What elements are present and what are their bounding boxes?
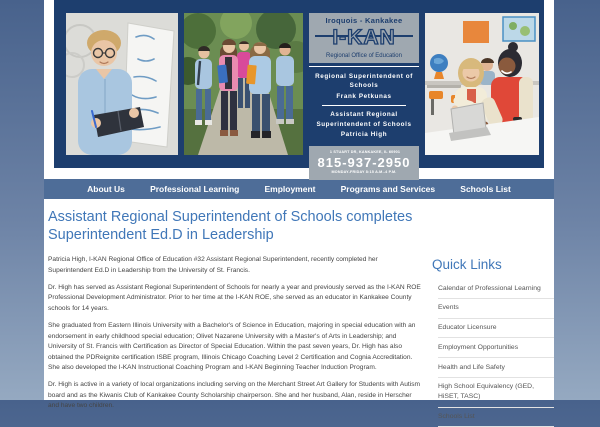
nav-item-professional-learning[interactable]: Professional Learning bbox=[150, 184, 240, 194]
quick-link-events[interactable]: Events bbox=[438, 299, 554, 319]
logo-panel bbox=[309, 13, 419, 63]
divider bbox=[322, 105, 406, 106]
nav-item-employment[interactable]: Employment bbox=[264, 184, 316, 194]
office-hours: MONDAY-FRIDAY 8:15 A.M.-4 P.M. bbox=[331, 169, 397, 174]
photo-students-walking bbox=[184, 13, 303, 155]
nav-item-about-us[interactable]: About Us bbox=[87, 184, 125, 194]
address: 1 STUART DR, KANKAKEE, IL 60901 bbox=[329, 149, 401, 154]
quick-links-sidebar bbox=[432, 255, 554, 427]
header-info-box bbox=[309, 13, 419, 174]
main-navigation bbox=[44, 179, 554, 199]
superintendent-role: Regional Superintendent of Schools bbox=[315, 73, 413, 90]
quick-link-hs-equivalency[interactable]: High School Equivalency (GED, HiSET, TASC) bbox=[438, 378, 554, 408]
superintendent-titles bbox=[309, 66, 419, 142]
ikan-logo-icon bbox=[312, 25, 416, 49]
svg-text:I-KAN: I-KAN bbox=[332, 26, 396, 49]
assistant-role: Assistant Regional Superintendent of Schools bbox=[316, 111, 412, 128]
header-banner bbox=[54, 0, 544, 174]
banner-nav-gap bbox=[44, 168, 554, 179]
page-container bbox=[44, 0, 554, 421]
org-name: Regional Office of Education bbox=[326, 53, 402, 59]
quick-link-educator-licensure[interactable]: Educator Licensure bbox=[438, 319, 554, 339]
phone-number: 815-937-2950 bbox=[317, 154, 411, 170]
assistant-name: Patricia High bbox=[340, 131, 388, 139]
quick-links-list bbox=[432, 279, 554, 427]
article-paragraph: Dr. High has served as Assistant Regional Superintendent of Schools for nearly a year and previously served as the I-KAN ROE Professional Development Administrator. Prior to her time at the I-KAN ROE, she served as an educator in Kankakee County schools for 14 years. bbox=[48, 284, 421, 312]
article-body bbox=[48, 255, 422, 418]
quick-link-calendar[interactable]: Calendar of Professional Learning bbox=[438, 279, 554, 299]
superintendent-name: Frank Petkunas bbox=[336, 92, 392, 100]
quick-link-employment-opportunities[interactable]: Employment Opportunities bbox=[438, 338, 554, 358]
photo-student-teacher-laptop bbox=[425, 13, 539, 155]
quick-link-schools-list[interactable]: Schools List bbox=[438, 408, 554, 427]
quick-link-health-life-safety[interactable]: Health and Life Safety bbox=[438, 358, 554, 378]
quick-links-title: Quick Links bbox=[432, 257, 502, 273]
nav-item-programs-and-services[interactable]: Programs and Services bbox=[340, 184, 436, 194]
article-paragraph: She graduated from Eastern Illinois University with a Bachelor's of Science in Education, majoring in special education with an endorsement in early childhood special education; Olivet Nazarene University with a Master's of Arts in Leadership; and University of St. Francis with Certification as Director of Special Education. Within the past seven years, Dr. High has also obtained the PDReignite certification ISBE program, Illinois Chicago Coaching Level 2 Certification and Cognia Accreditation. She also developed the I-KAN Instructional Coaching Program and I-KAN Beginning Teacher Induction Program. bbox=[48, 322, 416, 371]
nav-item-schools-list[interactable]: Schools List bbox=[460, 184, 511, 194]
photo-teacher-at-whiteboard bbox=[66, 13, 178, 155]
article-title: Assistant Regional Superintendent of Schools completes Superintendent Ed.D in Leadership bbox=[48, 209, 413, 244]
article-paragraph: Dr. High is active in a variety of local organizations including serving on the Merchant Street Art Gallery for Students with Autism board and as the Kiwanis Club of Kankakee County Scholarship chairperson. She and her husband, Alan, reside in Herscher and have two children. bbox=[48, 381, 420, 410]
article-paragraph: Patricia High, I-KAN Regional Office of Education #32 Assistant Regional Superintendent, recently completed her Superintendent Ed.D in Leadership from the University of St. Francis. bbox=[48, 256, 378, 274]
region-name: Iroquois - Kankakee bbox=[325, 16, 403, 25]
content-area bbox=[44, 199, 554, 427]
contact-panel bbox=[309, 146, 419, 180]
